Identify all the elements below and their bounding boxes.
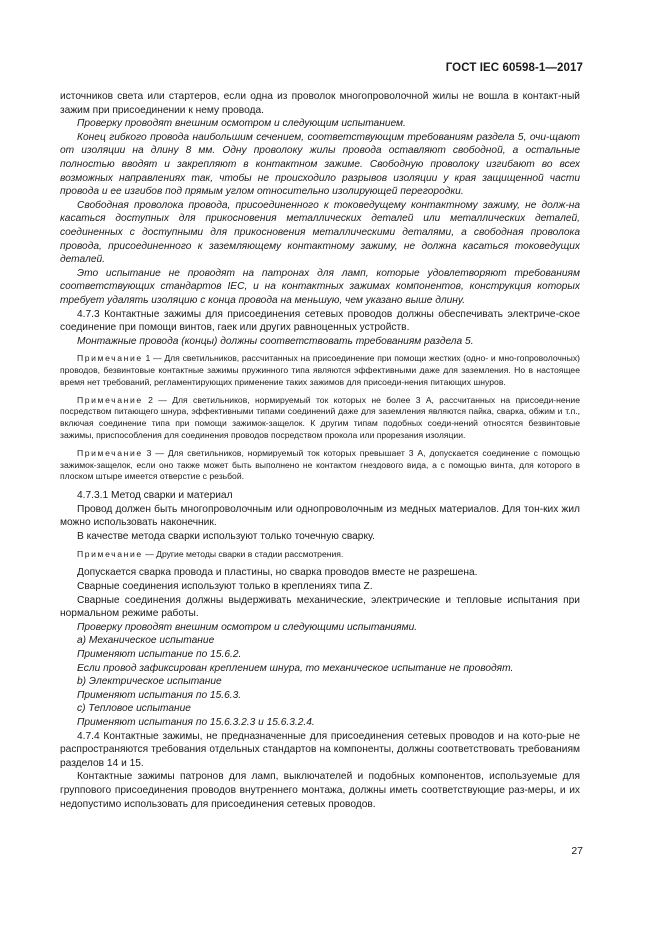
note-label: Примечание [77, 548, 143, 559]
paragraph: источников света или стартеров, если одна из проволок многопроволочной жилы не вошла в контакт-ный зажим при присоединении к нему провода. [60, 91, 580, 116]
paragraph: В качестве метода сварки используют только точечную сварку. [77, 531, 375, 543]
paragraph: Это испытание не проводят на патронах для ламп, которые удовлетворяют требованиям соответствующих стандартов IEC, и на контактных зажимах компонентов, конструкция которых требует удалять изоляцию с конца провода на меньшую, чем указано выше длину. [60, 267, 580, 306]
paragraph: Конец гибкого провода наибольшим сечением, соответствующим требованиям раздела 5, очи-щают от изоляции на длину 8 мм. Одну проволоку жилы провода оставляют свободной, а остальные полностью вводят и закрепляют в контактном зажиме. Свободную проволоку изгибают во всех возможных направлениях так, чтобы не происходило разрывов изоляции у края защищенной части провода и ее изгибов под прямым углом относительно изолирующей перегородки. [60, 131, 580, 198]
paragraph: Монтажные провода (концы) должны соответствовать требованиям раздела 5. [77, 335, 474, 347]
test-item-electrical: b) Электрическое испытание [77, 676, 222, 688]
document-header: ГОСТ IEC 60598-1—2017 [445, 62, 583, 74]
test-item-thermal: с) Тепловое испытание [77, 703, 191, 715]
paragraph: Контактные зажимы патронов для ламп, выключателей и подобных компонентов, используемые для группового присоединения проводов внутреннего монтажа, должны иметь соответствующие раз-меры, и их недопустимо использовать для присоединения сетевых проводов. [60, 771, 580, 810]
page-number: 27 [571, 845, 583, 857]
paragraph: Если провод зафиксирован креплением шнура, то механическое испытание не проводят. [77, 662, 514, 674]
paragraph: Свободная проволока провода, присоединенного к токоведущему контактному зажиму, не долж-на касаться доступных для прикосновения металлических деталей или металлических деталей, соединенных с доступными для прикосновения металлическими деталями, а свободная проволока провода, присоединенного к заземляющему контактному зажиму, не должна касаться токоведущих деталей. [60, 199, 580, 266]
paragraph: Проверку проводят внешним осмотром и следующим испытанием. [77, 118, 406, 130]
paragraph: Провод должен быть многопроволочным или однопроволочным из медных материалов. Для тон-ких жил можно использовать наконечник. [60, 503, 580, 529]
paragraph: Применяют испытание по 15.6.2. [77, 648, 242, 660]
note-text: 3 — Для светильников, нормируемый ток которых превышает 3 А, допускается соединение с помощью зажимок-защелок, если оно также может быть выполнено не контактом гнездового вида, а с помощью винта, для которого в плоском штыре имеется отверстие с резьбой. [60, 447, 580, 482]
paragraph: Проверку проводят внешним осмотром и следующими испытаниями. [77, 621, 418, 633]
note-text: — Другие методы сварки в стадии рассмотрения. [142, 548, 344, 559]
note-label: Примечание [77, 447, 143, 458]
note-3 [60, 448, 580, 483]
paragraph: Сварные соединения используют только в креплениях типа Z. [77, 581, 373, 593]
paragraph: Применяют испытания по 15.6.3.2.3 и 15.6.3.2.4. [77, 716, 315, 728]
paragraph: Применяют испытания по 15.6.3. [77, 689, 242, 701]
note-label: Примечание [77, 394, 143, 405]
clause-4-7-3: 4.7.3 Контактные зажимы для присоединения сетевых проводов должны обеспечивать электриче-ское соединение при помощи винтов, гаек или других равноценных устройств. [60, 308, 580, 334]
note-1 [60, 353, 580, 388]
clause-4-7-3-1-heading: 4.7.3.1 Метод сварки и материал [77, 490, 233, 502]
clause-4-7-4: 4.7.4 Контактные зажимы, не предназначенные для присоединения сетевых проводов и на кото-рые не распространяются требования отдельных стандартов на компоненты, должны соответствовать требованиям разделов 14 и 15. [60, 730, 580, 769]
paragraph: Допускается сварка провода и пластины, но сварка проводов вместе не разрешена. [77, 567, 478, 579]
note-4 [60, 549, 580, 561]
test-item-mechanical: а) Механическое испытание [77, 635, 215, 647]
document-body [60, 90, 580, 811]
paragraph: Сварные соединения должны выдерживать механические, электрические и тепловые испытания при нормальном режиме работы. [60, 594, 580, 620]
note-label: Примечание [77, 353, 143, 364]
note-text: 2 — Для светильников, нормируемый ток которых не более 3 А, рассчитанных на присоеди-нение посредством питающего шнура, эффективными типами соединений даже для заземления являются пайка, сварка, обжим и т.п., включая соединение типа при помощи зажимок-защелок. К другим типам подобных соеди-нений относятся безвинтовые зажимы, приспособления для соединения проводов посредством прокола или прорезания изоляции. [60, 394, 580, 441]
note-2 [60, 395, 580, 442]
note-text: 1 — Для светильников, рассчитанных на присоединение при помощи жестких (одно- и мно-гопроволочных) проводов, безвинтовые контактные зажимы пружинного типа являются эффективными даже для заземления. Но в настоящее время нет требований, регламентирующих применение таких зажимов для присоеди-нения питающих шнуров. [60, 353, 580, 387]
